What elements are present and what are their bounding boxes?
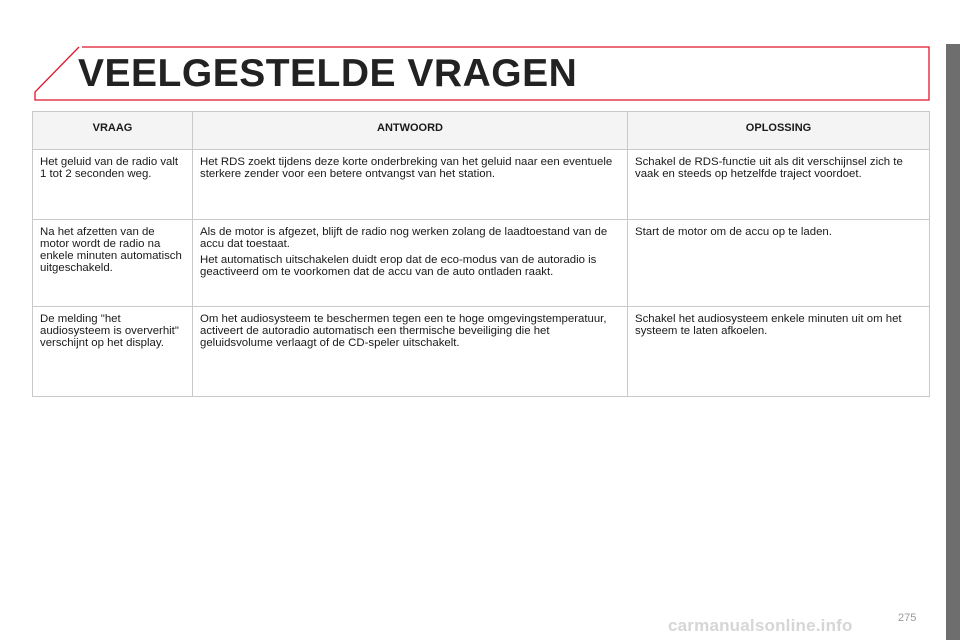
solution-cell: Start de motor om de accu op te laden. [628, 220, 930, 307]
faq-table [32, 111, 930, 397]
answer-paragraph: Als de motor is afgezet, blijft de radio nog werken zolang de laadtoestand van de accu dat toestaat. [200, 226, 608, 250]
question-cell: Het geluid van de radio valt 1 tot 2 seconden weg. [33, 150, 193, 220]
answer-cell [193, 220, 628, 307]
answer-cell [193, 150, 628, 220]
question-cell: Na het afzetten van de motor wordt de radio na enkele minuten automatisch uitgeschakeld. [33, 220, 193, 307]
page-number: 275 [898, 612, 917, 624]
column-header-solution: OPLOSSING [628, 112, 930, 150]
page-title: VEELGESTELDE VRAGEN [78, 52, 578, 95]
answer-paragraph: Om het audiosysteem te beschermen tegen een te hoge omgevingstemperatuur, activeert de autoradio automatisch een thermische beveiliging die het geluidsvolume verlaagt of de CD-speler uitschakelt. [200, 313, 607, 349]
column-header-answer: ANTWOORD [193, 112, 628, 150]
column-header-question: VRAAG [33, 112, 193, 150]
solution-cell: Schakel de RDS-functie uit als dit verschijnsel zich te vaak en steeds op hetzelfde traject voordoet. [628, 150, 930, 220]
watermark: carmanualsonline.info [668, 616, 853, 635]
table-row [33, 307, 930, 397]
side-tab-strip [946, 44, 960, 640]
question-cell: De melding "het audiosysteem is oververhit" verschijnt op het display. [33, 307, 193, 397]
table-row [33, 220, 930, 307]
answer-paragraph: Het automatisch uitschakelen duidt erop dat de eco-modus van de autoradio is geactiveerd om te voorkomen dat de accu van de auto ontladen raakt. [200, 254, 597, 278]
answer-cell [193, 307, 628, 397]
table-row [33, 150, 930, 220]
answer-paragraph: Het RDS zoekt tijdens deze korte onderbreking van het geluid naar een eventuele sterkere zender voor een betere ontvangst van het station. [200, 156, 613, 180]
solution-cell: Schakel het audiosysteem enkele minuten uit om het systeem te laten afkoelen. [628, 307, 930, 397]
table-header-row [33, 112, 930, 150]
